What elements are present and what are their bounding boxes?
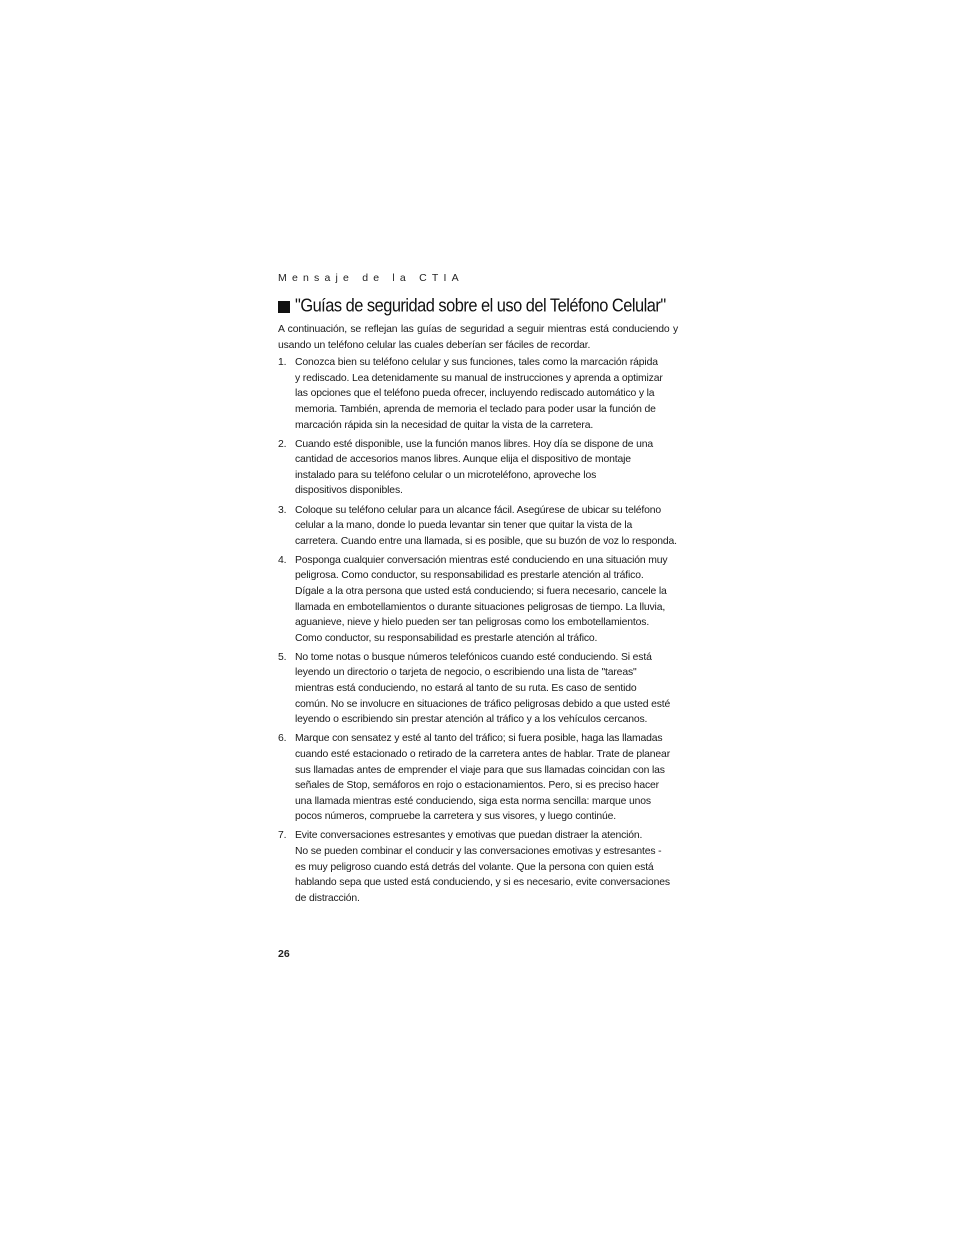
guideline-item-number: 5.	[278, 651, 287, 663]
guideline-item-line: Coloque su teléfono celular para un alcance fácil. Asegúrese de ubicar su teléfono	[295, 504, 662, 516]
guideline-item-line: las opciones que el teléfono pueda ofrecer, incluyendo rediscado automático y la	[295, 388, 655, 400]
guideline-item-line: común. No se involucre en situaciones de tráfico peligrosas debido a que usted esté	[295, 698, 671, 710]
guideline-item-text	[295, 503, 678, 550]
guideline-item-text	[295, 553, 678, 647]
guideline-item-line: Como conductor, su responsabilidad es prestarle atención al tráfico.	[295, 632, 598, 644]
guideline-item	[278, 355, 678, 433]
page-content	[278, 272, 678, 910]
guideline-item-line: aguanieve, nieve y hielo pueden ser tan peligrosas como los embotellamientos.	[295, 617, 650, 629]
guideline-item-line: llamada en embotellamientos o durante situaciones peligrosas de tiempo. La lluvia,	[295, 601, 666, 613]
guideline-item	[278, 437, 678, 499]
guideline-item-line: No se pueden combinar el conducir y las conversaciones emotivas y estresantes -	[295, 846, 662, 857]
square-bullet-icon	[278, 301, 290, 313]
guideline-item-text	[295, 650, 678, 728]
intro-paragraph: A continuación, se reflejan las guías de seguridad a seguir mientras está conduciendo y usando un teléfono celular las cuales deberían ser fáciles de recordar.	[278, 324, 678, 351]
guideline-item-line: peligrosa. Como conductor, su responsabilidad es prestarle atención al tráfico.	[295, 570, 644, 582]
guideline-item-line: es muy peligroso cuando está detrás del volante. Que la persona con quien está	[295, 861, 654, 873]
guideline-item-text	[295, 828, 678, 906]
guideline-item-line: cuando esté estacionado o retirado de la carretera antes de hablar. Trate de planear	[295, 748, 670, 760]
guideline-item-line: cantidad de accesorios manos libres. Aunque elija el dispositivo de montaje	[295, 454, 631, 466]
guideline-item-line: pocos números, compruebe la carretera y sus visores, y luego continúe.	[295, 811, 617, 823]
section-heading-text: "Guías de seguridad sobre el uso del Teléfono Celular"	[295, 295, 666, 317]
guideline-item-line: sus llamadas antes de emprender el viaje para que sus llamadas coincidan con las	[295, 764, 665, 776]
guideline-item-text	[295, 355, 678, 433]
guideline-item-line: y rediscado. Lea detenidamente su manual de instrucciones y aprenda a optimizar	[295, 372, 663, 384]
guideline-item	[278, 553, 678, 647]
page-number: 26	[278, 948, 290, 960]
guideline-item-line: Evite conversaciones estresantes y emotivas que puedan distraer la atención.	[295, 830, 643, 842]
section-heading	[278, 297, 678, 316]
guideline-item-line: leyendo o escribiendo sin prestar atención al tráfico y a los vehículos cercanos.	[295, 714, 648, 726]
guideline-item-line: carretera. Cuando entre una llamada, si es posible, que su buzón de voz lo responda.	[295, 535, 677, 547]
guideline-item-line: celular a la mano, donde lo pueda levantar sin tener que quitar la vista de la	[295, 520, 633, 532]
guideline-item-line: una llamada mientras esté conduciendo, siga esta norma sencilla: marque unos	[295, 795, 651, 807]
guideline-item-number: 1.	[278, 357, 287, 369]
guideline-item-line: hablando sepa que usted está conduciendo, y si es necesario, evite conversaciones	[295, 877, 670, 889]
running-header: Mensaje de la CTIA	[278, 272, 464, 284]
guideline-item-line: Marque con sensatez y esté al tanto del tráfico; si fuera posible, haga las llamadas	[295, 733, 663, 745]
guideline-item-line: señales de Stop, semáforos en rojo o estacionamientos. Pero, si es preciso hacer	[295, 780, 659, 792]
guideline-item-number: 2.	[278, 438, 287, 450]
guideline-list	[278, 355, 678, 906]
guideline-item-line: dispositivos disponibles.	[295, 485, 403, 497]
guideline-item	[278, 650, 678, 728]
guideline-item-line: Dígale a la otra persona que usted está conduciendo; si fuera necesario, cancele la	[295, 586, 667, 597]
guideline-item-line: mientras está conduciendo, no estará al tanto de su ruta. Es caso de sentido	[295, 683, 637, 695]
guideline-item-line: Conozca bien su teléfono celular y sus funciones, tales como la marcación rápida	[295, 357, 658, 369]
guideline-item-line: Cuando esté disponible, use la función manos libres. Hoy día se dispone de una	[295, 438, 653, 450]
guideline-item-line: memoria. También, aprenda de memoria el teclado para poder usar la función de	[295, 403, 656, 415]
guideline-item-line: leyendo un directorio o tarjeta de negocio, o escribiendo una lista de "tareas"	[295, 667, 637, 679]
guideline-item-number: 4.	[278, 554, 287, 566]
guideline-item-number: 6.	[278, 733, 287, 745]
guideline-item-text	[295, 731, 678, 825]
guideline-item	[278, 828, 678, 906]
guideline-item	[278, 503, 678, 550]
guideline-item	[278, 731, 678, 825]
guideline-item-line: marcación rápida sin la necesidad de quitar la vista de la carretera.	[295, 419, 594, 431]
guideline-item-number: 7.	[278, 830, 287, 842]
guideline-item-line: Posponga cualquier conversación mientras esté conduciendo en una situación muy	[295, 554, 668, 566]
guideline-item-line: No tome notas o busque números telefónicos cuando esté conduciendo. Si está	[295, 651, 652, 663]
guideline-item-line: instalado para su teléfono celular o un microteléfono, aproveche los	[295, 469, 597, 481]
guideline-item-text	[295, 437, 678, 499]
guideline-item-line: de distracción.	[295, 892, 360, 904]
guideline-item-number: 3.	[278, 504, 287, 516]
